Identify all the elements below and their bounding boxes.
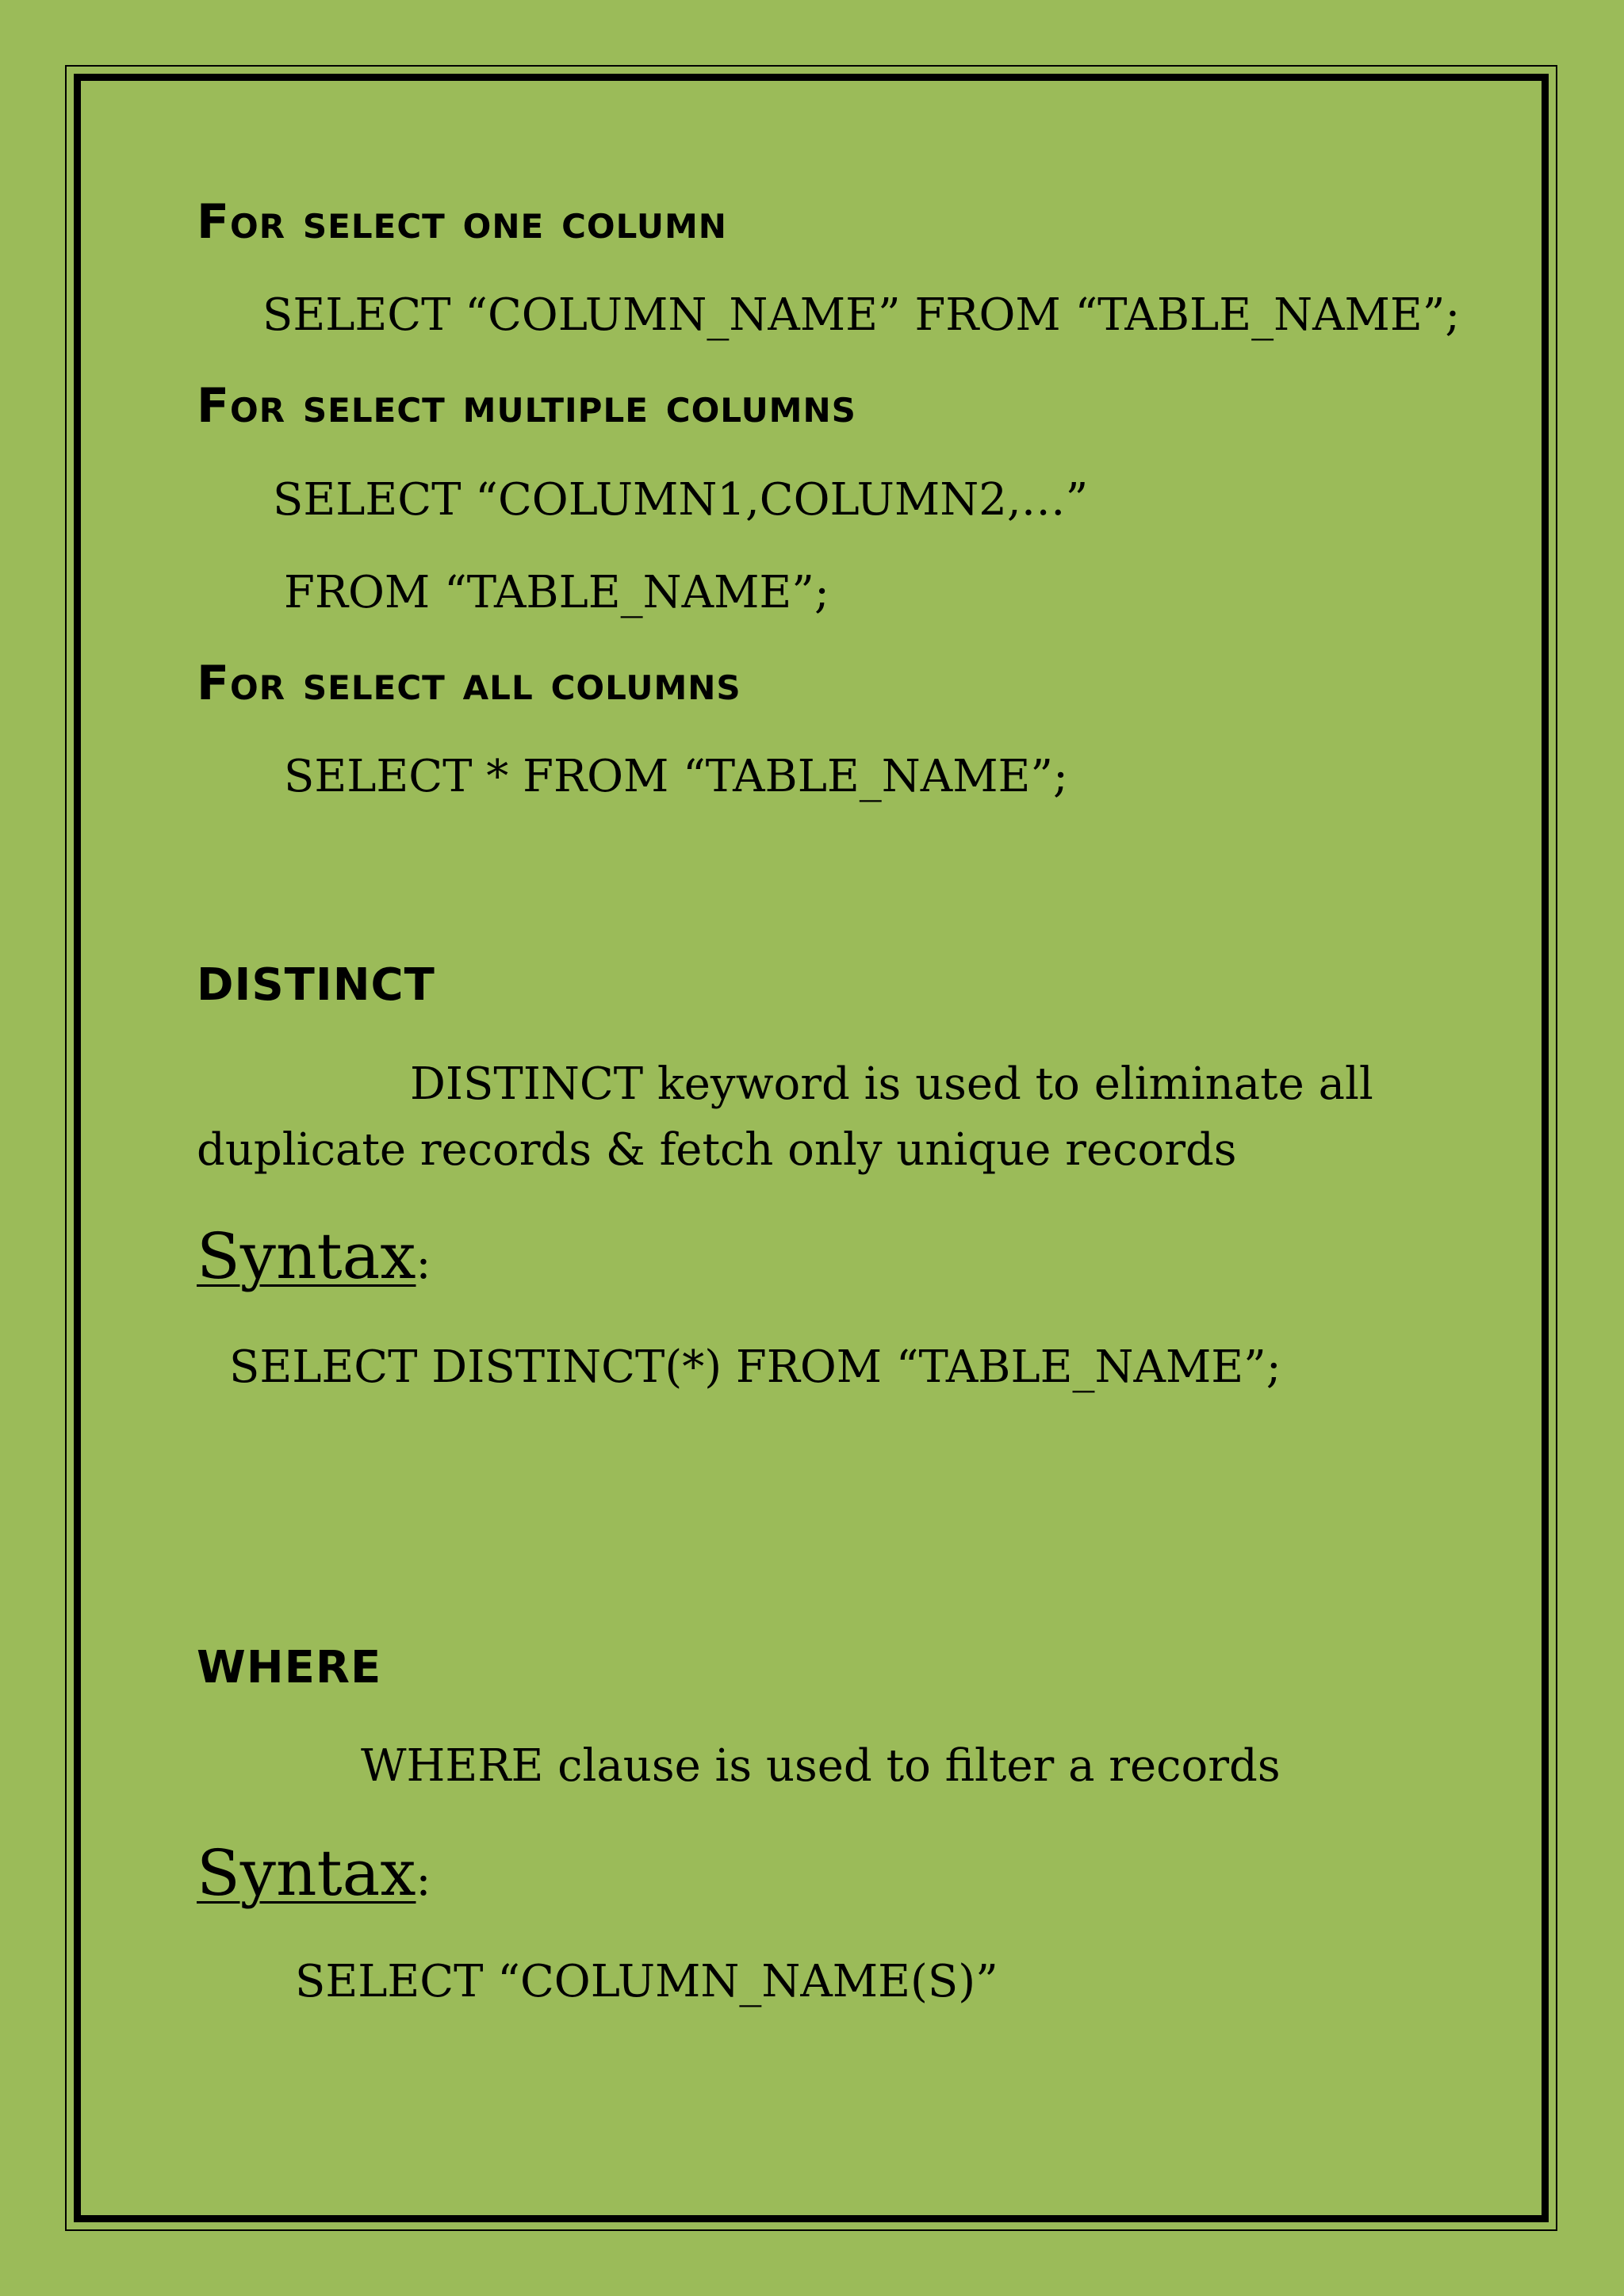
- heading-select-multiple-columns: For select multiple columns: [197, 378, 856, 434]
- heading-select-one-column: For select one column: [197, 194, 727, 250]
- distinct-description-line1: DISTINCT keyword is used to eliminate all: [410, 1058, 1373, 1110]
- where-syntax-colon: :: [416, 1854, 431, 1906]
- heading-select-all-columns: For select all columns: [197, 656, 741, 711]
- distinct-description-line2: duplicate records & fetch only unique records: [197, 1124, 1237, 1176]
- code-select-all-columns: SELECT * FROM “TABLE_NAME”;: [284, 751, 1068, 802]
- distinct-syntax-word: Syntax: [197, 1219, 416, 1293]
- where-syntax-label: [197, 1836, 431, 1910]
- code-select-multiple-line1: SELECT “COLUMN1,COLUMN2,…”: [273, 474, 1089, 526]
- where-description: WHERE clause is used to filter a records: [361, 1740, 1281, 1792]
- where-syntax-word: Syntax: [197, 1836, 416, 1910]
- code-select-where: SELECT “COLUMN_NAME(S)”: [295, 1956, 998, 2007]
- heading-distinct: DISTINCT: [197, 959, 435, 1011]
- heading-where: WHERE: [197, 1642, 382, 1693]
- code-select-one-column: SELECT “COLUMN_NAME” FROM “TABLE_NAME”;: [262, 289, 1461, 341]
- code-select-distinct: SELECT DISTINCT(*) FROM “TABLE_NAME”;: [229, 1341, 1281, 1393]
- distinct-syntax-label: [197, 1219, 431, 1293]
- code-select-multiple-line2: FROM “TABLE_NAME”;: [284, 567, 829, 618]
- distinct-syntax-colon: :: [416, 1238, 431, 1289]
